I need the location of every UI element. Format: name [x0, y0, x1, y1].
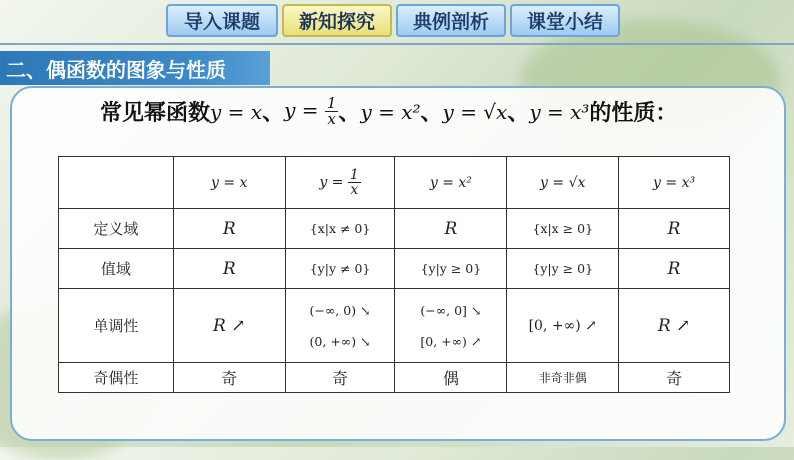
page-heading: 常见幂函数 y = x 、 y = $\frac{1}{x}$ 、 y = x² 、 y = √x 、 y = x³ 的性质：	[100, 94, 678, 128]
table-cell: R	[619, 209, 730, 249]
monotonic-interval: (−∞, 0] ↘	[420, 302, 482, 318]
formula-y-sqrt-x: y = √x	[442, 99, 508, 124]
row-label: 值域	[59, 249, 174, 289]
table-cell: 非奇非偶	[507, 363, 619, 393]
table-header-row	[59, 157, 730, 209]
table-cell: 奇	[173, 363, 285, 393]
formula-y-x3: y = x³	[529, 99, 590, 124]
table-cell: R ↗	[173, 289, 285, 363]
table-cell: 偶	[395, 363, 507, 393]
tab-intro[interactable]: 导入课题	[166, 4, 278, 37]
table-cell: R	[395, 209, 507, 249]
table-cell: {y|y ≥ 0}	[507, 249, 619, 289]
heading-prefix: 常见幂函数	[100, 101, 211, 126]
table-cell: {y|y ≥ 0}	[395, 249, 507, 289]
row-label: 定义域	[59, 209, 174, 249]
column-header: y = x	[173, 157, 285, 209]
table-row	[59, 363, 730, 393]
table-cell: R	[173, 249, 285, 289]
table-row	[59, 289, 730, 363]
tab-new-knowledge[interactable]: 新知探究	[282, 4, 392, 37]
heading-suffix: 的性质：	[589, 101, 678, 126]
row-label: 单调性	[59, 289, 174, 363]
table-row	[59, 249, 730, 289]
column-header: y = √x	[507, 157, 619, 209]
properties-table	[58, 156, 730, 393]
section-title: 二、偶函数的图象与性质	[0, 51, 270, 85]
tab-bar	[166, 4, 620, 37]
table-corner	[59, 157, 174, 209]
column-header: y = $\frac{1}{x}$	[285, 157, 395, 209]
table-cell: {x|x ≠ 0}	[285, 209, 395, 249]
table-cell	[395, 289, 507, 363]
table-cell: {y|y ≠ 0}	[285, 249, 395, 289]
table-cell: 奇	[285, 363, 395, 393]
table-row	[59, 209, 730, 249]
table-cell: {x|x ≥ 0}	[507, 209, 619, 249]
table-cell: R ↗	[619, 289, 730, 363]
tab-summary[interactable]: 课堂小结	[510, 4, 620, 37]
table-cell: [0, +∞) ↗	[507, 289, 619, 363]
divider	[0, 43, 794, 45]
monotonic-interval: (−∞, 0) ↘	[309, 302, 371, 318]
formula-y-x2: y = x²	[360, 99, 421, 124]
formula-y-1-over-x: y = $\frac{1}{x}$	[284, 94, 337, 128]
monotonic-interval: (0, +∞) ↘	[309, 333, 371, 349]
table-cell: R	[173, 209, 285, 249]
column-header: y = x²	[395, 157, 507, 209]
table-cell	[285, 289, 395, 363]
monotonic-interval: [0, +∞) ↗	[420, 333, 482, 349]
column-header: y = x³	[619, 157, 730, 209]
row-label: 奇偶性	[59, 363, 174, 393]
formula-y-x: y = x	[210, 99, 263, 124]
table-cell: R	[619, 249, 730, 289]
tab-examples[interactable]: 典例剖析	[396, 4, 506, 37]
table-cell: 奇	[619, 363, 730, 393]
